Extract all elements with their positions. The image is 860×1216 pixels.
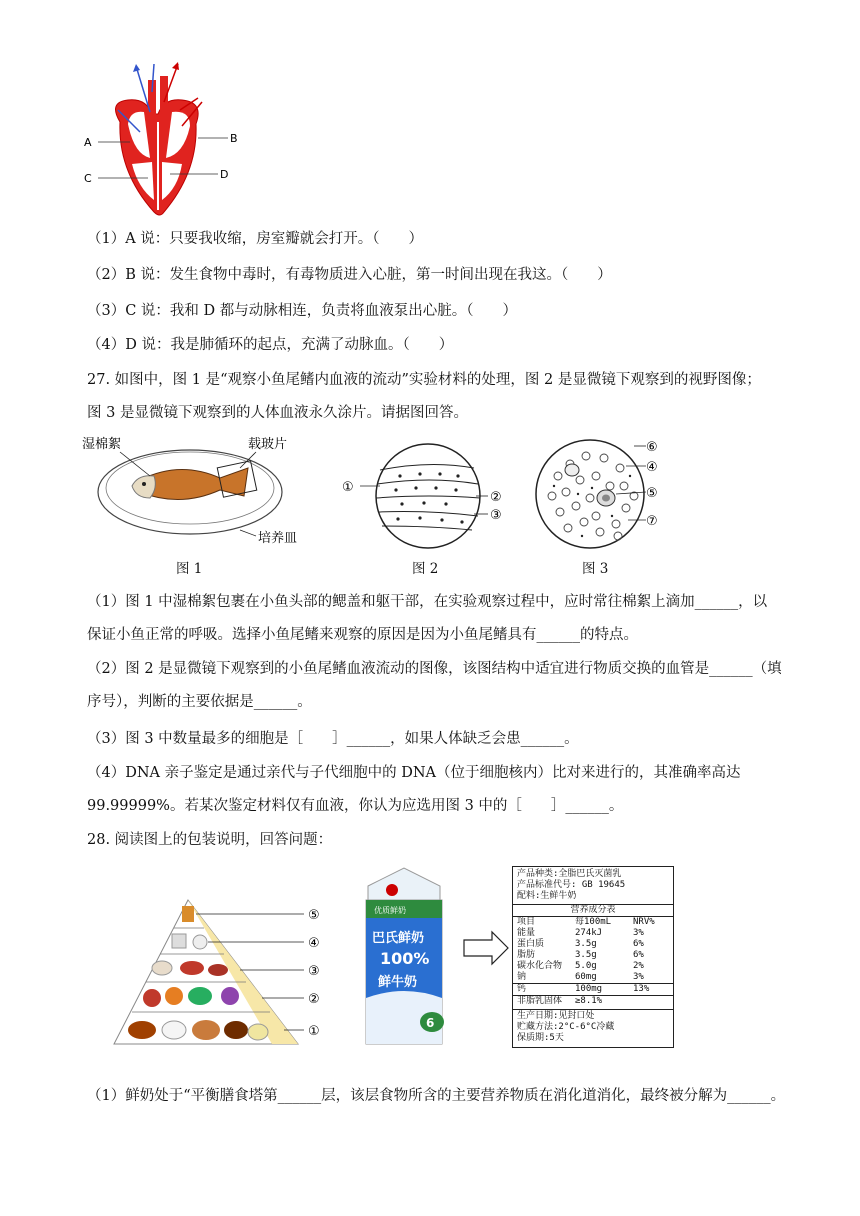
figure-3-caption: 图 3	[582, 561, 609, 577]
carton-percent: 100%	[380, 949, 430, 968]
pyramid-level-3: ③	[308, 964, 320, 979]
figure-1-caption: 图 1	[176, 561, 203, 577]
label-row-name: 非脂乳固体	[517, 996, 563, 1006]
label-row-value: 100mg	[575, 984, 603, 994]
q26-statement-2: （2）B 说：发生食物中毒时，有毒物质进入心脏，第一时间出现在我这。（ ）	[87, 267, 612, 283]
figure-2-blood-vessels	[340, 440, 510, 552]
label-header-item: 项目	[517, 917, 536, 927]
heart-label-b: B	[230, 132, 238, 145]
q27-part-4-line-2: 99.99999%。若某次鉴定材料仅有血液，你认为应选用图 3 中的［ ］______。	[87, 798, 624, 814]
label-row-value: ≥8.1%	[575, 996, 603, 1006]
figure-1-fish-dish	[80, 432, 300, 552]
fig1-label-dish: 培养皿	[258, 531, 298, 546]
label-row-nrv: 13%	[633, 984, 650, 994]
q27-part-1-line-2: 保证小鱼正常的呼吸。选择小鱼尾鳍来观察的原因是因为小鱼尾鳍具有______的特点。	[87, 627, 638, 643]
nutrition-label	[512, 866, 674, 1048]
q26-statement-1: （1）A 说：只要我收缩，房室瓣就会打开。（ ）	[87, 231, 424, 247]
heart-label-a: A	[84, 136, 92, 149]
label-row-name: 碳水化合物	[517, 961, 563, 971]
label-row-nrv: 3%	[633, 972, 644, 982]
fig3-label-5: ⑤	[646, 486, 658, 501]
label-row-nrv: 2%	[633, 961, 644, 971]
svg-text:6: 6	[426, 1016, 435, 1030]
fig3-label-7: ⑦	[646, 514, 658, 529]
label-row-nrv: 6%	[633, 950, 644, 960]
q27-part-1-line-1: （1）图 1 中湿棉絮包裹在小鱼头部的鳃盖和躯干部，在实验观察过程中，应时常往棉絮上滴加______，以	[87, 594, 768, 610]
label-row-value: 5.0g	[575, 961, 597, 971]
q27-intro-line-1: 27. 如图中，图 1 是“观察小鱼尾鳍内血液的流动”实验材料的处理，图 2 是显微镜下观察到的视野图像；	[87, 372, 761, 388]
q27-intro-line-2: 图 3 是显微镜下观察到的人体血液永久涂片。请据图回答。	[87, 405, 468, 421]
label-row-value: 274kJ	[575, 928, 603, 938]
carton-brand: 巴氏鲜奶	[372, 931, 425, 946]
label-production-date: 生产日期:见封口处	[517, 1011, 595, 1021]
label-row-nrv: 3%	[633, 928, 644, 938]
label-table-title: 营养成分表	[513, 904, 673, 917]
heart-label-c: C	[84, 172, 92, 185]
carton-name: 鲜牛奶	[378, 975, 418, 990]
label-row-name: 蛋白质	[517, 939, 545, 949]
label-header-per100: 每100mL	[575, 917, 612, 927]
carton-top-text: 优质鲜奶	[374, 906, 406, 915]
fig2-label-1: ①	[342, 480, 354, 495]
fig3-label-4: ④	[646, 460, 658, 475]
label-row-name: 钙	[517, 984, 527, 994]
q27-part-4-line-1: （4）DNA 亲子鉴定是通过亲代与子代细胞中的 DNA（位于细胞核内）比对来进行的，其准确率高达	[87, 765, 741, 781]
q26-statement-4: （4）D 说：我是肺循环的起点，充满了动脉血。（ ）	[87, 337, 454, 353]
heart-diagram	[78, 62, 248, 218]
label-standard: 产品标准代号: GB 19645	[517, 880, 626, 890]
label-row-value: 3.5g	[575, 950, 597, 960]
label-row-nrv: 6%	[633, 939, 644, 949]
milk-carton-image	[352, 866, 456, 1048]
pyramid-level-2: ②	[308, 992, 320, 1007]
pyramid-level-1: ①	[308, 1024, 320, 1039]
fig2-label-2: ②	[490, 490, 502, 505]
pyramid-level-5: ⑤	[308, 908, 320, 923]
label-row-name: 钠	[517, 972, 527, 982]
label-header-nrv: NRV%	[633, 917, 655, 927]
q27-part-3: （3）图 3 中数量最多的细胞是［ ］______，如果人体缺乏会患______。	[87, 731, 579, 747]
label-row-value: 60mg	[575, 972, 597, 982]
q28-part-1: （1）鲜奶处于“平衡膳食塔第______层，该层食物所含的主要营养物质在消化道消化，最终被分解为______。	[87, 1088, 786, 1104]
figure-2-caption: 图 2	[412, 561, 439, 577]
label-row-name: 能量	[517, 928, 536, 938]
label-product-kind: 产品种类:全脂巴氏灭菌乳	[517, 869, 622, 879]
label-row-name: 脂肪	[517, 950, 536, 960]
arrow-icon	[462, 930, 510, 966]
q27-part-2-line-2: 序号），判断的主要依据是______。	[87, 694, 312, 710]
q28-intro: 28. 阅读图上的包装说明，回答问题：	[87, 832, 333, 848]
figure-3-blood-smear	[530, 436, 680, 552]
q27-part-2-line-1: （2）图 2 是显微镜下观察到的小鱼尾鳍血液流动的图像，该图结构中适宜进行物质交换的血管是______（填	[87, 661, 782, 677]
label-ingredients: 配料:生鲜牛奶	[517, 891, 577, 901]
label-row-value: 3.5g	[575, 939, 597, 949]
label-storage: 贮藏方法:2°C-6°C冷藏	[517, 1022, 615, 1032]
heart-label-d: D	[220, 168, 229, 181]
fig1-label-slide: 载玻片	[248, 437, 288, 452]
fig2-label-3: ③	[490, 508, 502, 523]
q26-statement-3: （3）C 说：我和 D 都与动脉相连，负责将血液泵出心脏。（ ）	[87, 303, 518, 319]
food-pyramid-diagram	[112, 890, 334, 1052]
fig1-label-wet-cotton: 湿棉絮	[82, 437, 122, 452]
label-shelf-life: 保质期:5天	[517, 1033, 564, 1043]
fig3-label-6: ⑥	[646, 440, 658, 455]
pyramid-level-4: ④	[308, 936, 320, 951]
